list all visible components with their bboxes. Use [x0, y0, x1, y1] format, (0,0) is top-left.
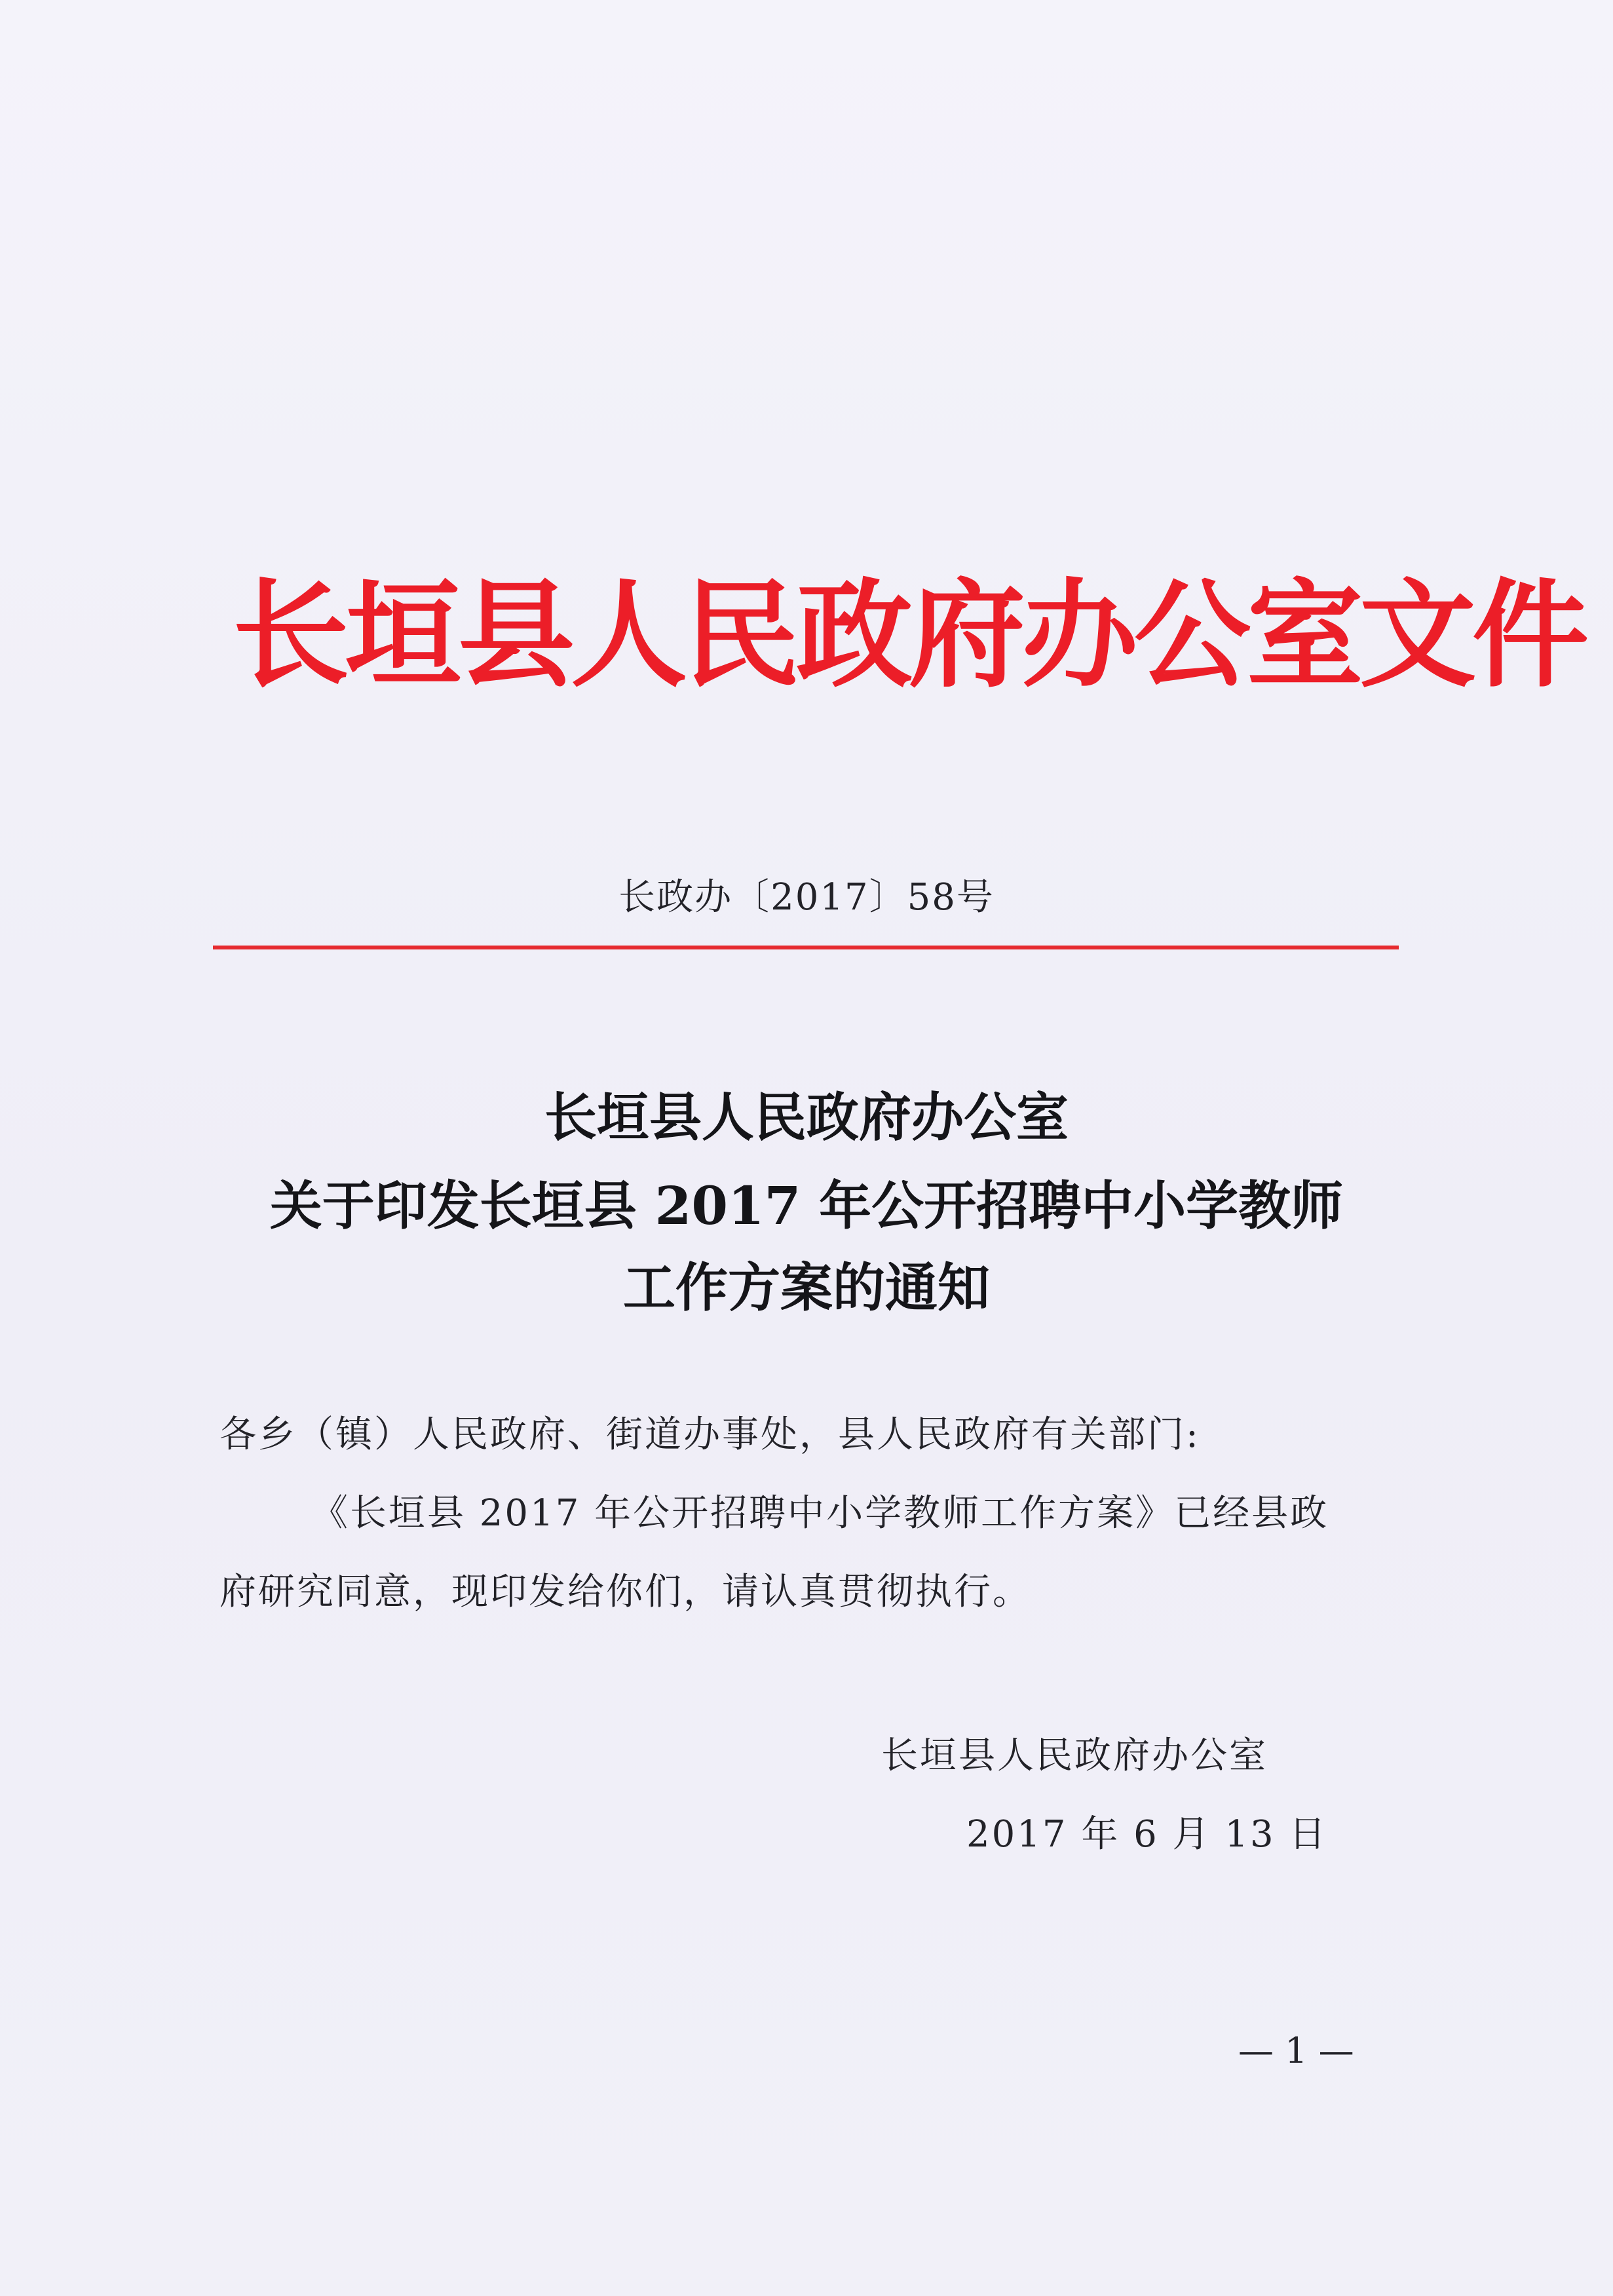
title-line-2: 关于印发长垣县 2017 年公开招聘中小学教师	[269, 1175, 1344, 1236]
issuer-signature: 长垣县人民政府办公室	[881, 1734, 1268, 1777]
body-line-2: 府研究同意，现印发给你们，请认真贯彻执行。	[219, 1571, 1031, 1613]
title-line-3: 工作方案的通知	[623, 1257, 990, 1318]
page-number: — 1 —	[1238, 2030, 1354, 2071]
salutation: 各乡（镇）人民政府、街道办事处，县人民政府有关部门:	[219, 1413, 1200, 1456]
red-separator-line	[213, 946, 1399, 949]
document-number: 长政办〔2017〕58号	[618, 876, 995, 919]
document-masthead: 长垣县人民政府办公室文件	[233, 567, 1585, 703]
body-line-1: 《长垣县 2017 年公开招聘中小学教师工作方案》已经县政	[311, 1492, 1329, 1535]
title-line-1: 长垣县人民政府办公室	[544, 1086, 1069, 1148]
issue-date: 2017 年 6 月 13 日	[966, 1813, 1328, 1856]
